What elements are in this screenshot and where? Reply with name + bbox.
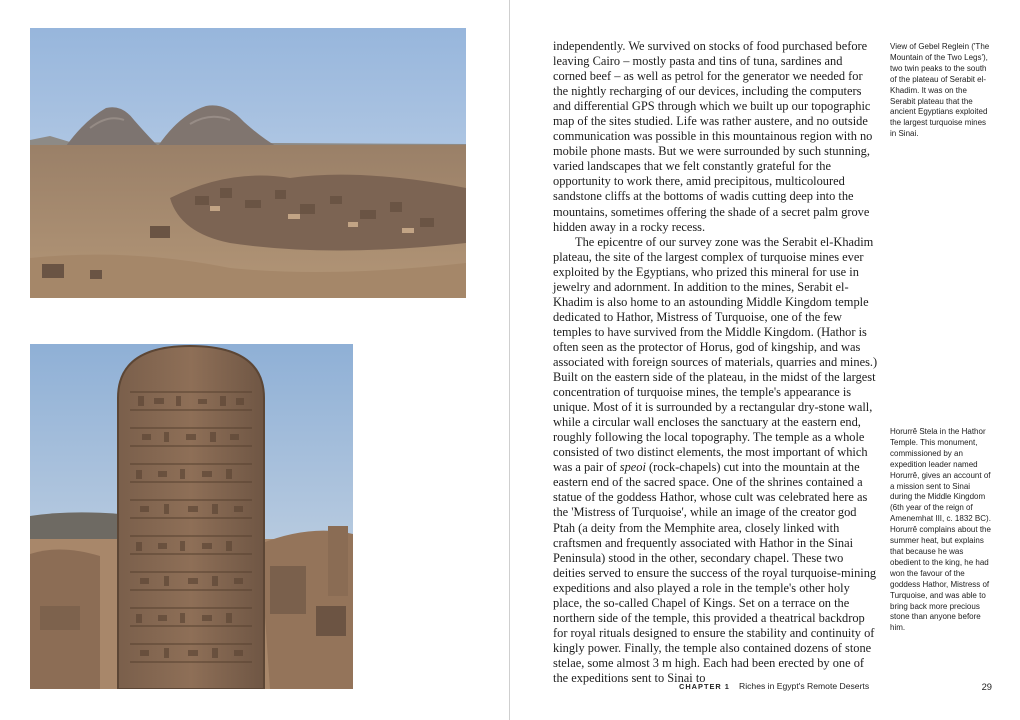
chapter-title: Riches in Egypt's Remote Deserts xyxy=(739,681,870,691)
paragraph-2-part-2: (rock-chapels) cut into the mountain at the eastern end of the sacred space. One of the shrines contained a statue of the goddess Hathor, whose cult was celebrated here as the 'Mistress of Turquoise', while an image of the creator god Ptah (a deity from the Memphite area, closely linked with craftsmen and frequently associated with Hathor in the Sinai Peninsula) stood in the other, secondary chapel. These two deities served to ensure the success of the royal turquoise-mining expeditions and also played a role in the temple's other holy place, the so-called Chapel of Kings. Set on a terrace on the northern side of the temple, this provided a theatrical backdrop for royal rituals designed to ensure the stability and continuity of kingly power. Finally, the temple also contained dozens of stone stelae, some almost 3 m high. Each had been erected by one of the expeditions sent to Sinai to xyxy=(553,460,877,685)
main-text-column xyxy=(553,39,878,686)
caption-bottom: Horurrê Stela in the Hathor Temple. This monument, commissioned by an expedition leader named Horurrê, gives an account of a mission sent to Sinai during the Middle Kingdom (6th year of the reign of Amenemhat III, c. 1832 BC). Horurrê complains about the summer heat, but explains that because he was obedient to the king, he had won the favour of the goddess Hathor, Mistress of Turquoise, and was able to bring back more precious stone than anyone before him. xyxy=(890,427,991,633)
caption-top: View of Gebel Reglein ('The Mountain of the Two Legs'), two twin peaks to the south of the plateau of Serabit el-Khadim. It was on the Serabit plateau that the ancient Egyptians exploited the largest turquoise mines in Sinai. xyxy=(890,42,990,139)
italic-term: speoi xyxy=(619,460,646,475)
photo-gebel-reglein xyxy=(30,28,466,298)
chapter-label: CHAPTER 1 xyxy=(679,682,730,691)
paragraph-1: independently. We survived on stocks of food purchased before leaving Cairo – mostly pasta and tins of tuna, sardines and corned beef – as well as petrol for the generator we needed for the nightly recharging of our devices, including the computers and differential GPS through which we built up our topographic map of the sites studied. Life was rather austere, and no outside communication was possible in this mountainous region with no mobile phone masts. But we were surrounded by such stunning, varied landscapes that we felt constantly grateful for the opportunity to work there, amid precipitous, multicoloured sandstone cliffs at the bottoms of wadis cutting deep into the mountains, sometimes offering the shade of a secret palm grove hidden away in a rocky recess. xyxy=(553,39,873,234)
page-number: 29 xyxy=(981,681,992,692)
running-footer xyxy=(600,681,992,695)
paragraph-2 xyxy=(553,235,878,686)
paragraph-2-part-1: The epicentre of our survey zone was the Serabit el-Khadim plateau, the site of the largest complex of turquoise mines ever exploited by the Egyptians, who prized this mineral for use in jewelry and adornment. In addition to the mines, Serabit el-Khadim is also home to an astounding Middle Kingdom temple dedicated to Hathor, Mistress of Turquoise, one of the few temples to have survived from the Middle Kingdom. (Hathor is often seen as the protector of Horus, god of kingship, and was associated with foreign sources of materials, quarries and mines.) Built on the eastern side of the plateau, in the midst of the largest concentration of turquoise mines, the temple's appearance is unique. Most of it is surrounded by a rectangular dry-stone wall, while a circular wall encloses the sanctuary at the eastern end, roughly following the local topography. The temple as a whole consisted of two distinct elements, the most important of which was a pair of xyxy=(553,234,878,475)
photo-horurre-stela xyxy=(30,344,353,689)
